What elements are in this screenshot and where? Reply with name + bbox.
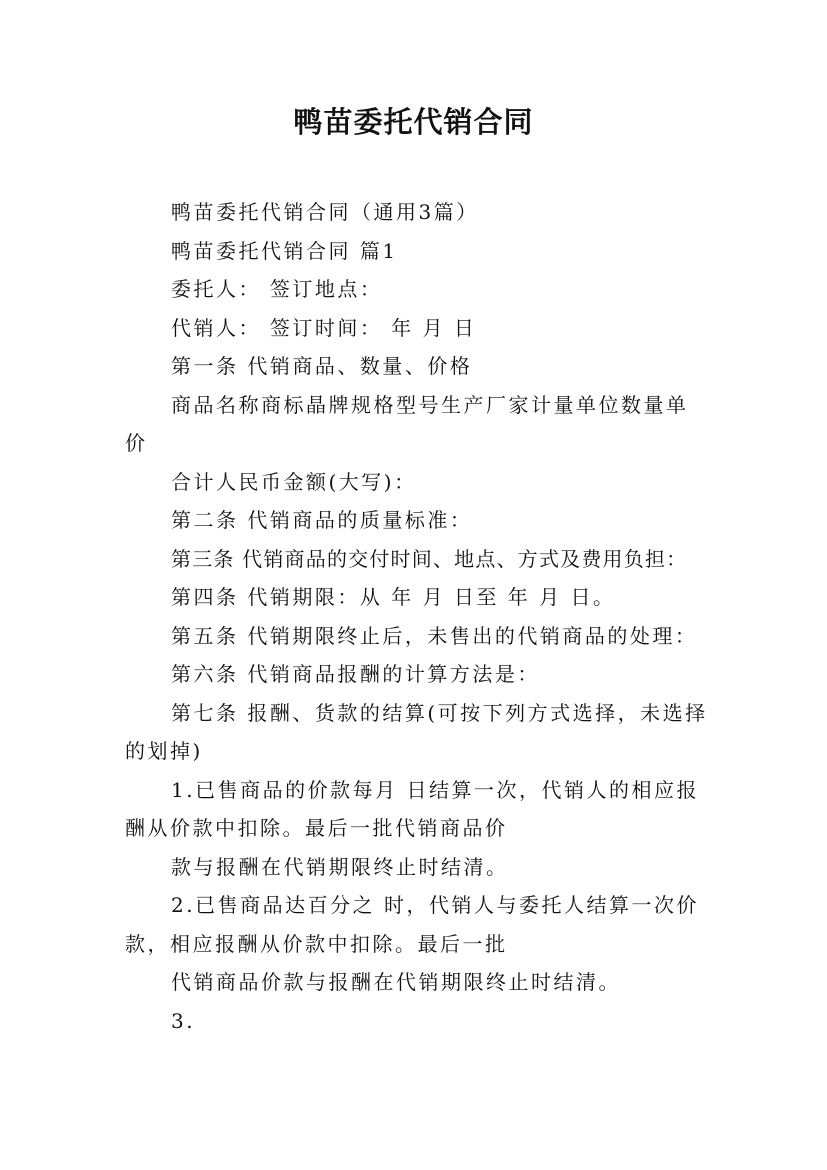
paragraph [125,347,725,386]
paragraph [125,655,725,694]
paragraph-line: 酬从价款中扣除。最后一批代销商品价 [125,816,508,840]
paragraph-line: 第三条 代销商品的交付时间、地点、方式及费用负担： [171,546,688,571]
document-body [125,193,725,1040]
paragraph-line: 第五条 代销期限终止后，未售出的代销商品的处理： [171,623,698,648]
paragraph-line: 款与报酬在代销期限终止时结清。 [171,854,509,879]
paragraph [125,270,725,309]
paragraph [125,886,725,963]
paragraph [125,578,725,617]
paragraph-line: 的划掉) [125,739,203,763]
paragraph-line: 合计人民币金额(大写)： [171,469,417,494]
paragraph-line: 1.已售商品的价款每月 日结算一次，代销人的相应报 [171,777,699,802]
paragraph [125,694,725,771]
paragraph-line: 第六条 代销商品报酬的计算方法是： [171,662,540,686]
paragraph-line: 代销商品价款与报酬在代销期限终止时结清。 [171,970,621,994]
paragraph-line: 第四条 代销期限：从 年 月 日至 年 月 日。 [171,585,616,609]
paragraph [125,232,725,271]
paragraph [125,309,725,348]
paragraph [125,193,725,232]
paragraph-line: 第一条 代销商品、数量、价格 [171,354,473,378]
paragraph [125,771,725,848]
paragraph-line: 价 [125,431,148,455]
paragraph [125,617,725,656]
paragraph-line: 鸭苗委托代销合同（通用3篇） [171,200,479,224]
paragraph [125,501,725,540]
paragraph-line: 款，相应报酬从价款中扣除。最后一批 [125,931,508,956]
paragraph-line: 委托人： 签订地点： [171,277,383,301]
paragraph [125,386,725,463]
paragraph [125,540,725,579]
paragraph-line: 3. [171,1008,196,1033]
paragraph-line: 商品名称商标晶牌规格型号生产厂家计量单位数量单 [171,392,689,417]
paragraph-line: 代销人： 签订时间： 年 月 日 [171,315,477,340]
document-title: 鸭苗委托代销合同 [293,105,534,139]
paragraph [125,1002,725,1041]
paragraph-line: 第二条 代销商品的质量标准： [171,508,473,532]
paragraph-line: 鸭苗委托代销合同 篇1 [171,238,398,263]
paragraph [125,963,725,1002]
paragraph [125,848,725,887]
paragraph-line: 2.已售商品达百分之 时，代销人与委托人结算一次价 [171,893,699,917]
paragraph [125,463,725,502]
paragraph-line: 第七条 报酬、货款的结算(可按下列方式选择，未选择 [171,700,708,725]
